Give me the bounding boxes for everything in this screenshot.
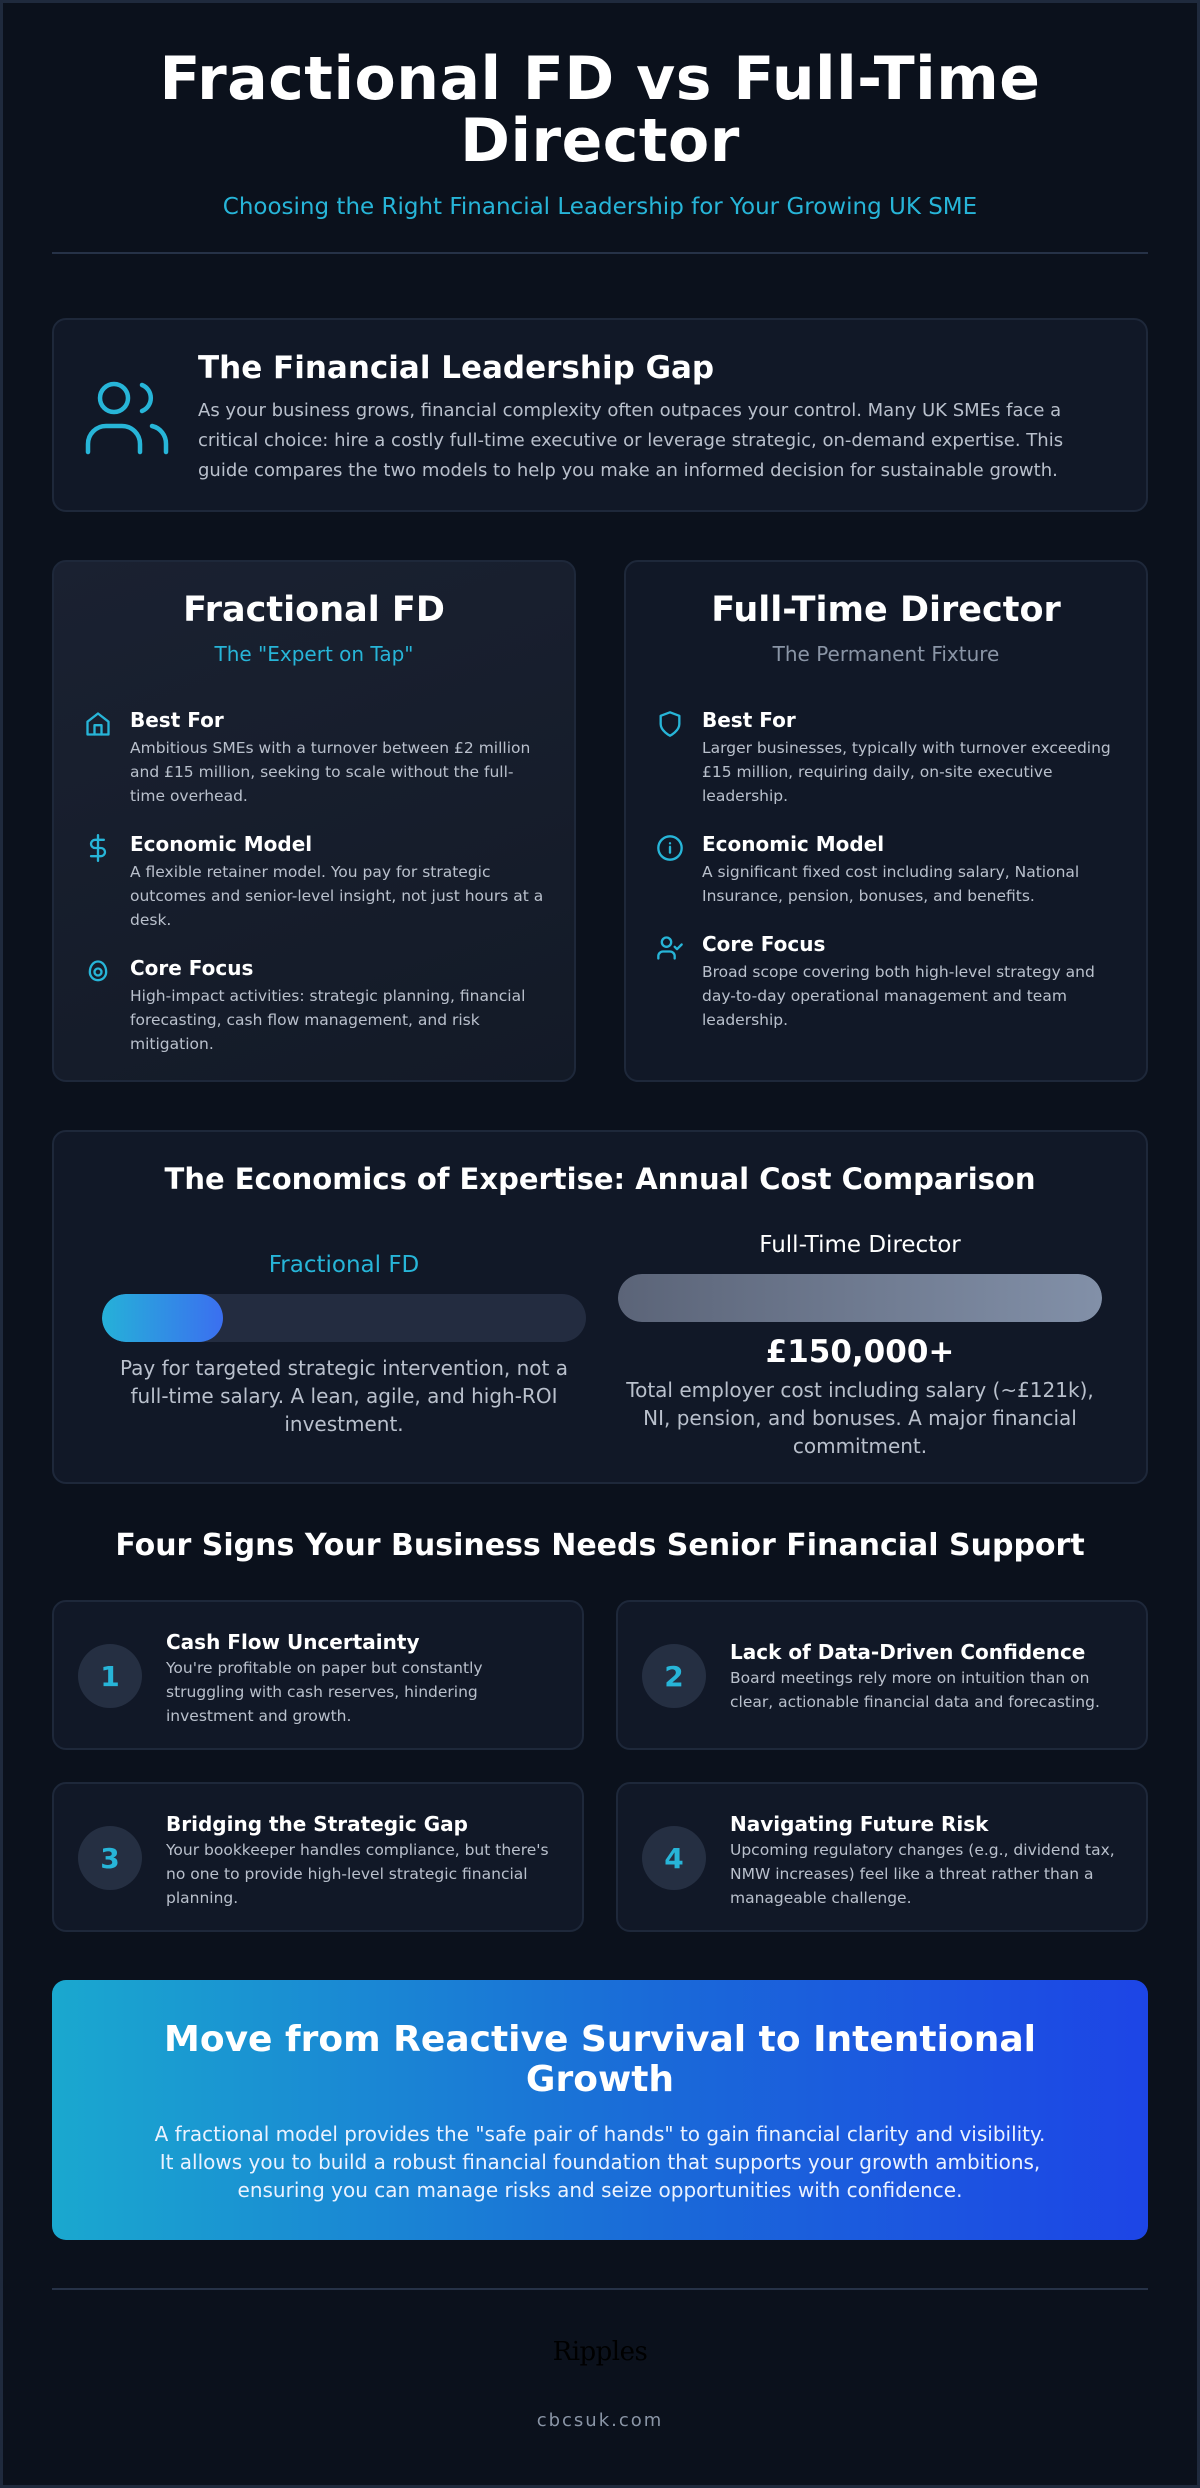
sign-title: Cash Flow Uncertainty xyxy=(166,1630,420,1654)
fulltime-economic-model xyxy=(656,832,1116,908)
fulltime-cost-fill xyxy=(618,1274,1102,1322)
shield-icon xyxy=(656,710,684,738)
feature-body: Broad scope covering both high-level strategy and day-to-day operational management and team leadership. xyxy=(702,963,1095,1029)
fractional-best-for xyxy=(84,708,544,808)
fulltime-cost-amount: £150,000+ xyxy=(765,1334,955,1370)
signs-title: Four Signs Your Business Needs Senior Financial Support xyxy=(115,1528,1085,1563)
feature-title: Core Focus xyxy=(130,956,254,980)
sign-card xyxy=(52,1782,584,1932)
info-icon xyxy=(656,834,684,862)
sign-card xyxy=(616,1782,1148,1932)
fractional-tagline: The "Expert on Tap" xyxy=(214,642,414,666)
sign-number: 1 xyxy=(78,1644,142,1708)
sign-number: 2 xyxy=(642,1644,706,1708)
cta-body: A fractional model provides the "safe pair of hands" to gain financial clarity and visibility. It allows you to build a robust financial foundation that supports your growth ambitions, ensuring you can manage risks and seize opportunities with confidence. xyxy=(154,2122,1046,2202)
cta-title: Move from Reactive Survival to Intentional Growth xyxy=(164,2019,1036,2100)
feature-body: A significant fixed cost including salary, National Insurance, pension, bonuses, and benefits. xyxy=(702,863,1080,905)
feature-title: Economic Model xyxy=(702,832,885,856)
sign-card xyxy=(52,1600,584,1750)
fulltime-best-for xyxy=(656,708,1116,808)
cta-banner xyxy=(52,1980,1148,2240)
feature-title: Best For xyxy=(702,708,796,732)
sign-body: Your bookkeeper handles compliance, but there's no one to provide high-level strategic financial planning. xyxy=(166,1841,549,1907)
fulltime-core-focus xyxy=(656,932,1116,1032)
feature-body: Larger businesses, typically with turnover exceeding £15 million, requiring daily, on-site executive leadership. xyxy=(702,739,1111,805)
feature-title: Best For xyxy=(130,708,224,732)
fractional-fd-card xyxy=(52,560,576,1082)
leadership-gap-card xyxy=(52,318,1148,512)
home-icon xyxy=(84,710,112,738)
feature-body: A flexible retainer model. You pay for strategic outcomes and senior-level insight, not just hours at a desk. xyxy=(130,863,544,929)
fulltime-cost-label: Full-Time Director xyxy=(759,1232,961,1258)
fractional-title: Fractional FD xyxy=(183,590,445,630)
sign-number: 4 xyxy=(642,1826,706,1890)
sign-title: Navigating Future Risk xyxy=(730,1812,989,1836)
gap-title: The Financial Leadership Gap xyxy=(198,350,715,386)
fulltime-tagline: The Permanent Fixture xyxy=(772,642,1000,666)
feature-body: High-impact activities: strategic planning, financial forecasting, cash flow management, and risk mitigation. xyxy=(130,987,526,1053)
fulltime-cost-desc: Total employer cost including salary (~£121k), NI, pension, and bonuses. A major financial commitment. xyxy=(626,1378,1094,1458)
sign-card xyxy=(616,1600,1148,1750)
feature-title: Economic Model xyxy=(130,832,313,856)
sign-title: Bridging the Strategic Gap xyxy=(166,1812,468,1836)
fractional-cost-desc: Pay for targeted strategic intervention, not a full-time salary. A lean, agile, and high-ROI investment. xyxy=(120,1356,568,1436)
header-divider xyxy=(52,252,1148,254)
fractional-cost-label: Fractional FD xyxy=(268,1252,420,1278)
feature-title: Core Focus xyxy=(702,932,826,956)
target-icon xyxy=(84,958,112,986)
fulltime-title: Full-Time Director xyxy=(711,590,1061,630)
fractional-economic-model xyxy=(84,832,544,932)
footer-domain: cbcsuk.com xyxy=(536,2410,664,2431)
dollar-icon xyxy=(84,834,112,862)
sign-body: Upcoming regulatory changes (e.g., dividend tax, NMW increases) feel like a threat rather than a manageable challenge. xyxy=(730,1841,1115,1907)
gap-body: As your business grows, financial complexity often outpaces your control. Many UK SMEs face a critical choice: hire a costly full-time executive or leverage strategic, on-demand expertise. This guide compares the two models to help you make an informed decision for sustainable growth. xyxy=(198,400,1064,481)
footer-divider xyxy=(52,2288,1148,2290)
page-title: Fractional FD vs Full-Time Director xyxy=(159,44,1041,176)
fulltime-cost-bar xyxy=(618,1274,1102,1322)
user-check-icon xyxy=(656,934,684,962)
fractional-cost xyxy=(102,1252,586,1438)
fractional-core-focus xyxy=(84,956,544,1056)
cost-title: The Economics of Expertise: Annual Cost Comparison xyxy=(164,1162,1036,1196)
page-header xyxy=(52,44,1148,220)
users-icon xyxy=(84,380,170,456)
sign-title: Lack of Data-Driven Confidence xyxy=(730,1640,1086,1664)
sign-number: 3 xyxy=(78,1826,142,1890)
fractional-cost-fill xyxy=(102,1294,223,1342)
fulltime-cost xyxy=(618,1232,1102,1460)
sign-body: Board meetings rely more on intuition than on clear, actionable financial data and forecasting. xyxy=(730,1669,1100,1711)
fractional-cost-bar xyxy=(102,1294,586,1342)
full-time-director-card xyxy=(624,560,1148,1082)
feature-body: Ambitious SMEs with a turnover between £2 million and £15 million, seeking to scale without the full-time overhead. xyxy=(130,739,531,805)
cost-comparison-card xyxy=(52,1130,1148,1484)
sign-body: You're profitable on paper but constantly struggling with cash reserves, hindering investment and growth. xyxy=(166,1659,483,1725)
page-subtitle: Choosing the Right Financial Leadership for Your Growing UK SME xyxy=(222,194,978,220)
ripples-logo: Ripples xyxy=(552,2337,648,2367)
